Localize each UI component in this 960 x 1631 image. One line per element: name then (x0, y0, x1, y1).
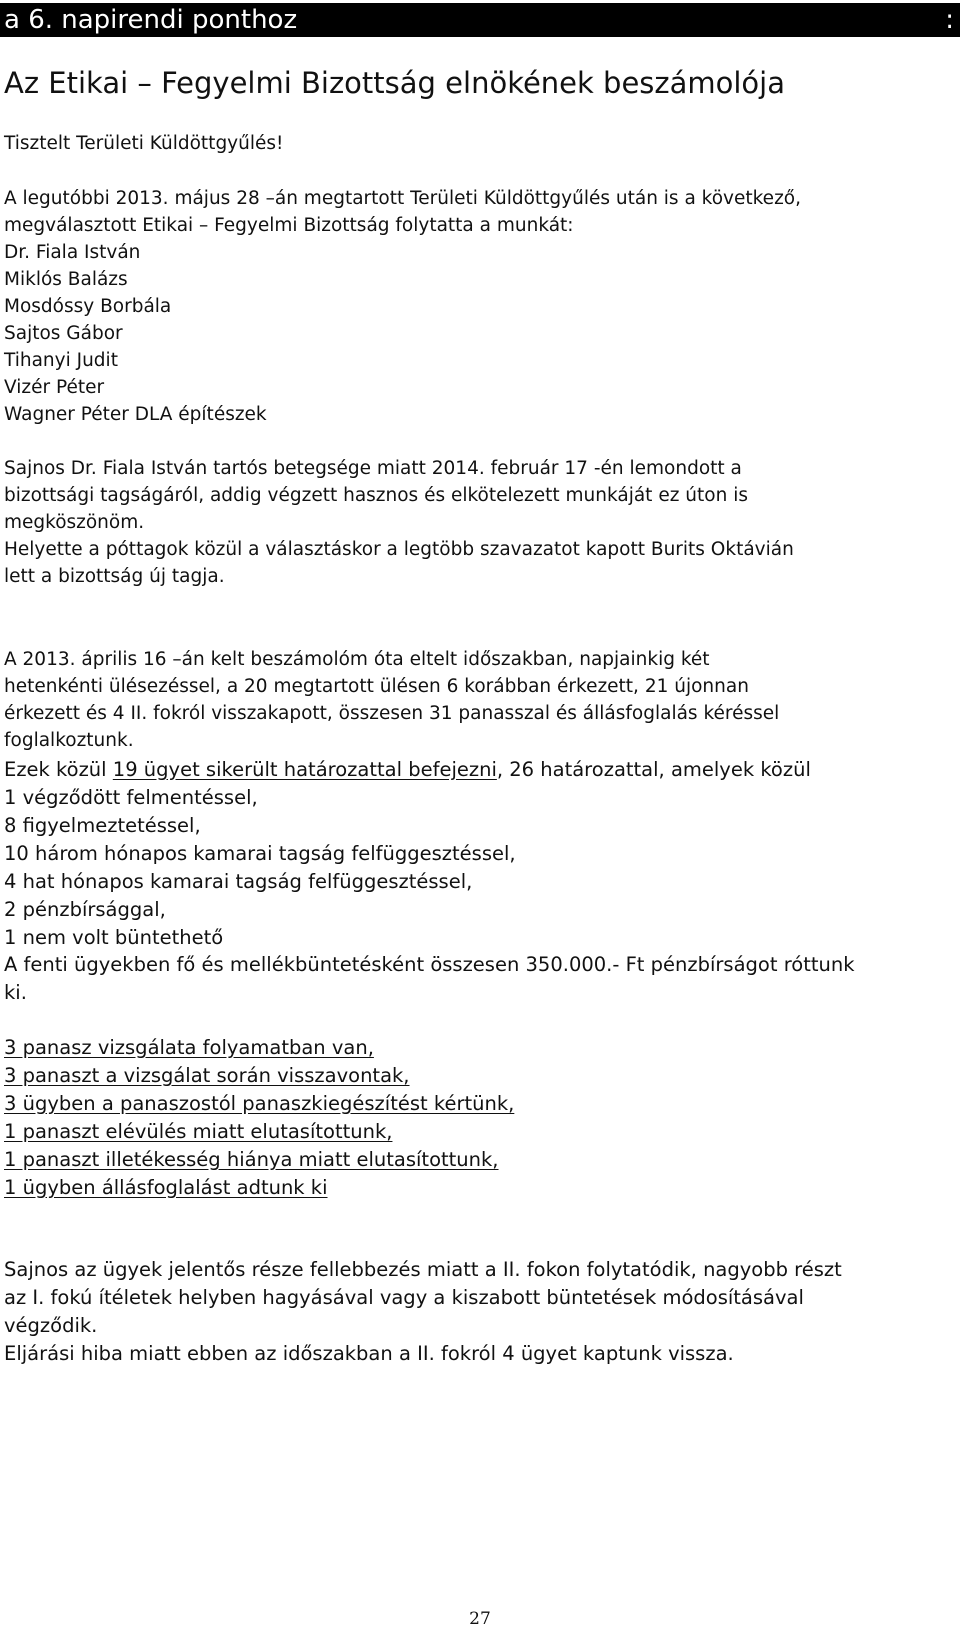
appeal-line-3: végződik. (4, 1314, 98, 1337)
outcome-item: 10 három hónapos kamarai tagság felfüggesztéssel, (4, 842, 516, 865)
resolved-line (4, 758, 811, 781)
pending-item: 3 ügyben a panaszostól panaszkiegészítést kértünk, (4, 1092, 515, 1115)
salutation: Tisztelt Területi Küldöttgyűlés! (4, 133, 284, 154)
outcome-item: 2 pénzbírsággal, (4, 898, 166, 921)
member-item: Wagner Péter DLA építészek (4, 404, 267, 425)
fine-line-1: A fenti ügyekben fő és mellékbüntetésként összesen 350.000.- Ft pénzbírságot róttunk (4, 953, 855, 976)
member-item: Vizér Péter (4, 377, 105, 398)
resignation-line-1: Sajnos Dr. Fiala István tartós betegsége miatt 2014. február 17 -én lemondott a (4, 458, 742, 479)
replacement-line-2: lett a bizottság új tagja. (4, 566, 225, 587)
pending-item: 1 ügyben állásfoglalást adtunk ki (4, 1176, 328, 1199)
resignation-line-2: bizottsági tagságáról, addig végzett hasznos és elkötelezett munkáját ez úton is (4, 485, 748, 506)
report-line-2: hetenkénti ülésezéssel, a 20 megtartott ülésen 6 korábban érkezett, 21 újonnan (4, 676, 749, 697)
intro-line-1: A legutóbbi 2013. május 28 –án megtartott Területi Küldöttgyűlés után is a következő, (4, 188, 801, 209)
pending-item: 1 panaszt illetékesség hiánya miatt elutasítottunk, (4, 1148, 499, 1171)
pending-item: 3 panaszt a vizsgálat során visszavontak, (4, 1064, 410, 1087)
appeal-line-1: Sajnos az ügyek jelentős része fellebbezés miatt a II. fokon folytatódik, nagyobb részt (4, 1258, 842, 1281)
agenda-colon: : (945, 5, 954, 35)
pending-item: 3 panasz vizsgálata folyamatban van, (4, 1036, 374, 1059)
member-item: Sajtos Gábor (4, 323, 123, 344)
report-line-1: A 2013. április 16 –án kelt beszámolóm óta eltelt időszakban, napjainkig két (4, 649, 710, 670)
document-title: Az Etikai – Fegyelmi Bizottság elnökének beszámolója (4, 66, 786, 100)
resolved-prefix: Ezek közül (4, 758, 113, 781)
agenda-label: a 6. napirendi ponthoz (4, 5, 298, 35)
intro-line-2: megválasztott Etikai – Fegyelmi Bizottság folytatta a munkát: (4, 215, 574, 236)
appeal-line-2: az I. fokú ítéletek helyben hagyásával vagy a kiszabott büntetések módosításával (4, 1286, 804, 1309)
page-number: 27 (469, 1609, 491, 1629)
resolved-suffix: , 26 határozattal, amelyek közül (496, 758, 811, 781)
report-line-4: foglalkoztunk. (4, 730, 134, 751)
fine-line-2: ki. (4, 981, 27, 1004)
resignation-line-3: megköszönöm. (4, 512, 145, 533)
member-item: Mosdóssy Borbála (4, 296, 172, 317)
pending-item: 1 panaszt elévülés miatt elutasítottunk, (4, 1120, 393, 1143)
resolved-underlined: 19 ügyet sikerült határozattal befejezni (112, 758, 497, 781)
member-item: Miklós Balázs (4, 269, 128, 290)
agenda-header-bar (0, 3, 960, 37)
outcome-item: 4 hat hónapos kamarai tagság felfüggesztéssel, (4, 870, 473, 893)
procedural-line: Eljárási hiba miatt ebben az időszakban a II. fokról 4 ügyet kaptunk vissza. (4, 1342, 734, 1365)
report-line-3: érkezett és 4 II. fokról visszakapott, összesen 31 panasszal és állásfoglalás kéréssel (4, 703, 780, 724)
member-item: Dr. Fiala István (4, 242, 141, 263)
replacement-line-1: Helyette a póttagok közül a választáskor a legtöbb szavazatot kapott Burits Oktávián (4, 539, 794, 560)
outcome-item: 1 végződött felmentéssel, (4, 786, 258, 809)
outcome-item: 1 nem volt büntethető (4, 926, 224, 949)
outcome-item: 8 figyelmeztetéssel, (4, 814, 201, 837)
member-item: Tihanyi Judit (4, 350, 118, 371)
